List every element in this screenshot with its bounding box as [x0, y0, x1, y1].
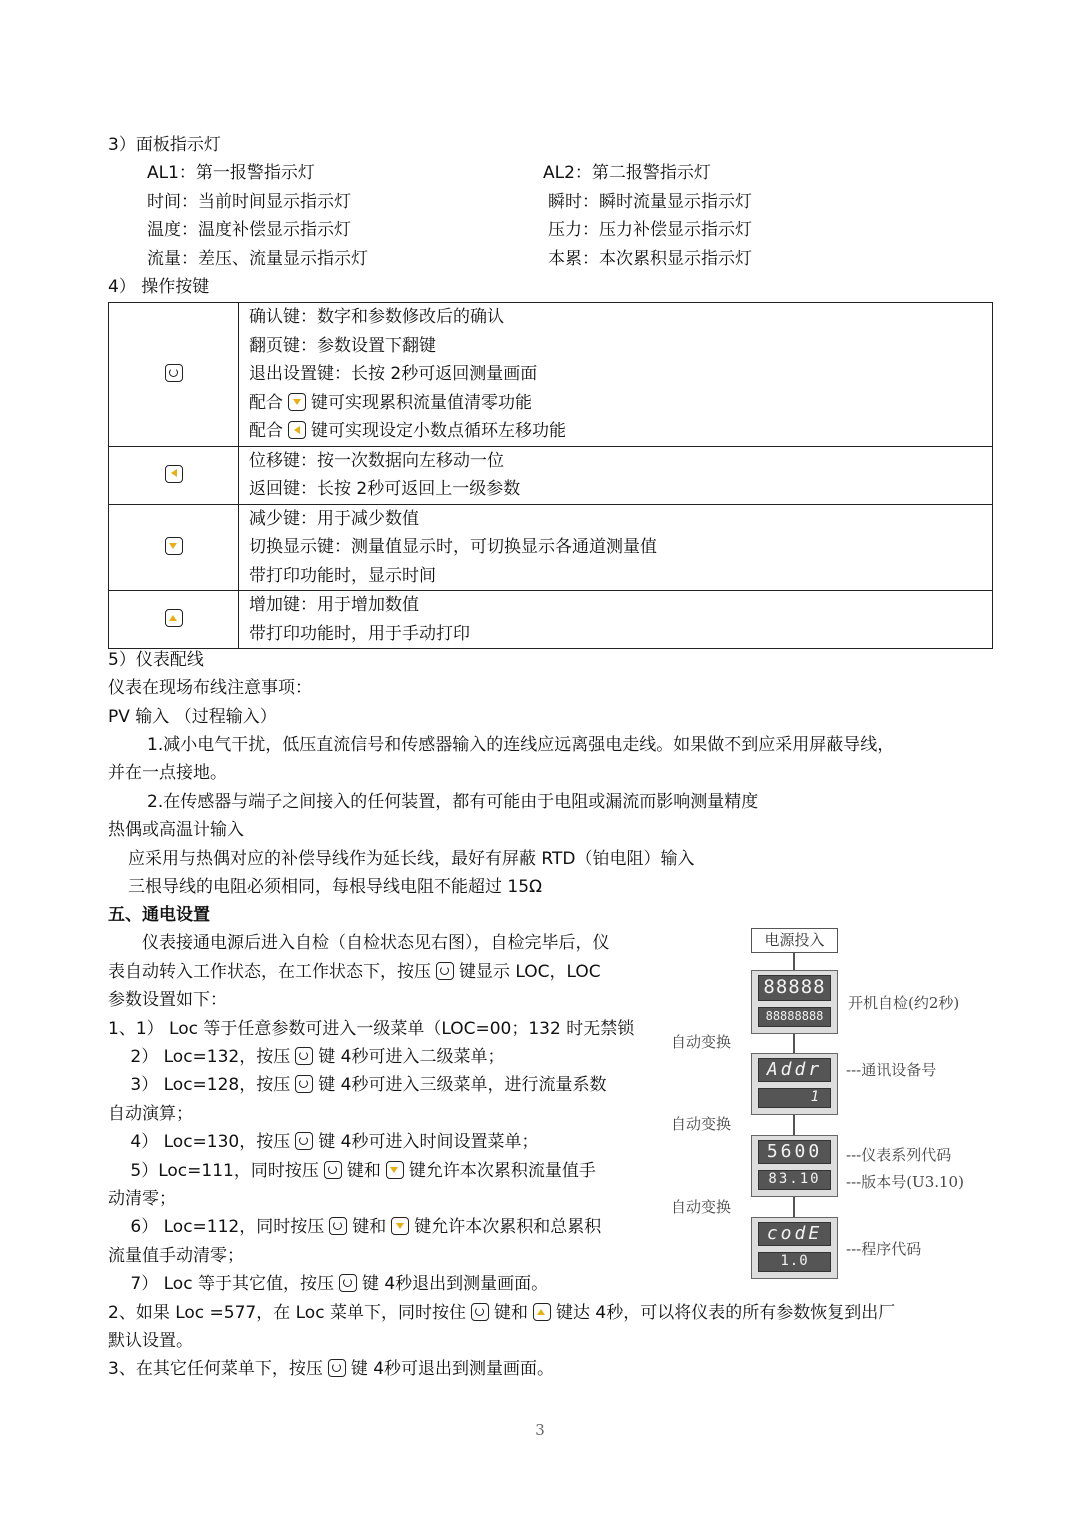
code-label: ---程序代码: [846, 1240, 922, 1258]
key-description-line: 翻页键：参数设置下翻键: [249, 335, 436, 356]
code-display-top: codE: [758, 1222, 831, 1246]
key-description-cell: [239, 446, 993, 504]
pv-input: PV 输入 （过程输入）: [108, 707, 277, 727]
key-row: [109, 591, 993, 649]
enter-key-icon: [471, 1303, 489, 1321]
power-line: 1、1） Loc 等于任意参数可进入一级菜单（LOC=00；132 时无禁锁: [108, 1019, 635, 1039]
series-display-top: 5600: [758, 1140, 831, 1164]
power-line: 2、如果 Loc =577，在 Loc 菜单下，同时按住 键和 键达 4秒，可以将仪表的所有参数恢复到出厂: [108, 1303, 896, 1323]
key-row: [109, 446, 993, 504]
thermocouple-line1: 应采用与热偶对应的补偿导线作为延长线，最好有屏蔽 RTD（铂电阻）输入: [128, 849, 695, 869]
left-key-icon: [288, 421, 306, 439]
enter-key-icon: [329, 1217, 347, 1235]
thermocouple-heading: 热偶或高温计输入: [108, 820, 244, 840]
down-key-icon: [165, 537, 183, 555]
auto-switch-label-2: 自动变换: [671, 1115, 732, 1133]
key-icon-cell: [109, 303, 239, 447]
indicator-total: 本累：本次累积显示指示灯: [548, 249, 752, 269]
power-heading: 五、通电设置: [108, 905, 210, 925]
power-line: 参数设置如下：: [108, 990, 227, 1010]
enter-key-icon: [328, 1359, 346, 1377]
wiring-intro: 仪表在现场布线注意事项：: [108, 678, 312, 698]
power-line: 5）Loc=111，同时按压 键和 键允许本次累积流量值手: [108, 1161, 596, 1181]
power-line: 3、在其它任何菜单下，按压 键 4秒可退出到测量画面。: [108, 1359, 555, 1379]
power-line: 默认设置。: [108, 1331, 193, 1351]
selftest-display-top: 88888: [758, 975, 831, 1001]
key-description-line: 配合 键可实现设定小数点循环左移功能: [249, 421, 566, 441]
down-key-icon: [288, 393, 306, 411]
indicator-al1: AL1：第一报警指示灯: [147, 163, 315, 183]
page-number: 3: [535, 1421, 545, 1439]
enter-key-icon: [324, 1161, 342, 1179]
key-description-line: 位移键：按一次数据向左移动一位: [249, 450, 504, 471]
down-key-icon: [391, 1217, 409, 1235]
power-line: 流量值手动清零；: [108, 1246, 244, 1266]
key-description-line: 带打印功能时，用于手动打印: [249, 623, 470, 644]
selftest-label: 开机自检(约2秒): [848, 994, 960, 1012]
key-icon-cell: [109, 504, 239, 591]
power-line: 动清零；: [108, 1189, 176, 1209]
auto-switch-label-3: 自动变换: [671, 1198, 732, 1216]
key-description-line: 配合 键可实现累积流量值清零功能: [249, 392, 532, 413]
series-display-bottom: 83.10: [758, 1170, 831, 1190]
key-row: [109, 303, 993, 447]
enter-key-icon: [295, 1075, 313, 1093]
indicator-pressure: 压力：压力补偿显示指示灯: [548, 220, 752, 240]
power-line: 3） Loc=128，按压 键 4秒可进入三级菜单，进行流量系数: [108, 1075, 607, 1095]
key-description-line: 切换显示键：测量值显示时，可切换显示各通道测量值: [249, 537, 657, 557]
left-key-icon: [165, 465, 183, 483]
addr-display-top: Addr: [758, 1058, 831, 1082]
section3-title: 3）面板指示灯: [108, 135, 221, 155]
down-key-icon: [386, 1161, 404, 1179]
wiring-para1b: 并在一点接地。: [108, 763, 227, 783]
power-line: 7） Loc 等于其它值，按压 键 4秒退出到测量画面。: [108, 1274, 549, 1294]
enter-key-icon: [436, 962, 454, 980]
enter-key-icon: [295, 1132, 313, 1150]
enter-key-icon: [295, 1047, 313, 1065]
addr-label: ---通讯设备号: [846, 1061, 937, 1079]
indicator-time: 时间：当前时间显示指示灯: [147, 192, 351, 212]
auto-switch-label-1: 自动变换: [671, 1033, 732, 1051]
key-description-line: 返回键：长按 2秒可返回上一级参数: [249, 479, 521, 499]
key-row: [109, 504, 993, 591]
section5-title: 5）仪表配线: [108, 650, 204, 670]
wiring-para1a: 1.减小电气干扰，低压直流信号和传感器输入的连线应远离强电走线。如果做不到应采用屏蔽导线，: [147, 735, 895, 755]
enter-key-icon: [165, 364, 183, 382]
key-table: [108, 302, 993, 649]
indicator-al2: AL2：第二报警指示灯: [543, 163, 711, 183]
key-description-cell: [239, 303, 993, 447]
indicator-temp: 温度：温度补偿显示指示灯: [147, 220, 351, 240]
key-description-cell: [239, 504, 993, 591]
indicator-instant: 瞬时：瞬时流量显示指示灯: [548, 192, 752, 212]
indicator-flow: 流量：差压、流量显示指示灯: [147, 249, 368, 269]
thermocouple-line2: 三根导线的电阻必须相同，每根导线电阻不能超过 15Ω: [128, 877, 543, 897]
key-description-line: 减少键：用于减少数值: [249, 508, 419, 529]
power-on-box: 电源投入: [751, 928, 838, 953]
code-display-bottom: 1.0: [758, 1252, 831, 1272]
enter-key-icon: [339, 1274, 357, 1292]
key-description-cell: [239, 591, 993, 649]
addr-display-bottom: 1: [758, 1088, 831, 1108]
selftest-display-bottom: 88888888: [758, 1007, 831, 1027]
power-line: 6） Loc=112，同时按压 键和 键允许本次累积和总累积: [108, 1217, 602, 1237]
key-description-line: 确认键：数字和参数修改后的确认: [249, 307, 504, 327]
power-line: 2） Loc=132，按压 键 4秒可进入二级菜单；: [108, 1047, 505, 1067]
section4-title: 4） 操作按键: [108, 277, 210, 297]
key-description-line: 增加键：用于增加数值: [249, 595, 419, 615]
key-icon-cell: [109, 446, 239, 504]
key-icon-cell: [109, 591, 239, 649]
up-key-icon: [165, 609, 183, 627]
power-line: 自动演算；: [108, 1104, 193, 1124]
power-line: 4） Loc=130，按压 键 4秒可进入时间设置菜单；: [108, 1132, 539, 1152]
power-line: 仪表接通电源后进入自检（自检状态见右图），自检完毕后，仪: [108, 933, 610, 953]
key-description-line: 带打印功能时，显示时间: [249, 565, 436, 586]
power-line: 表自动转入工作状态，在工作状态下，按压 键显示 LOC，LOC: [108, 962, 601, 982]
key-description-line: 退出设置键：长按 2秒可返回测量画面: [249, 364, 538, 384]
wiring-para2: 2.在传感器与端子之间接入的任何装置，都有可能由于电阻或漏流而影响测量精度: [147, 792, 759, 812]
series-label: ---仪表系列代码: [846, 1146, 952, 1164]
up-key-icon: [533, 1303, 551, 1321]
version-label: ---版本号(U3.10): [846, 1173, 964, 1191]
